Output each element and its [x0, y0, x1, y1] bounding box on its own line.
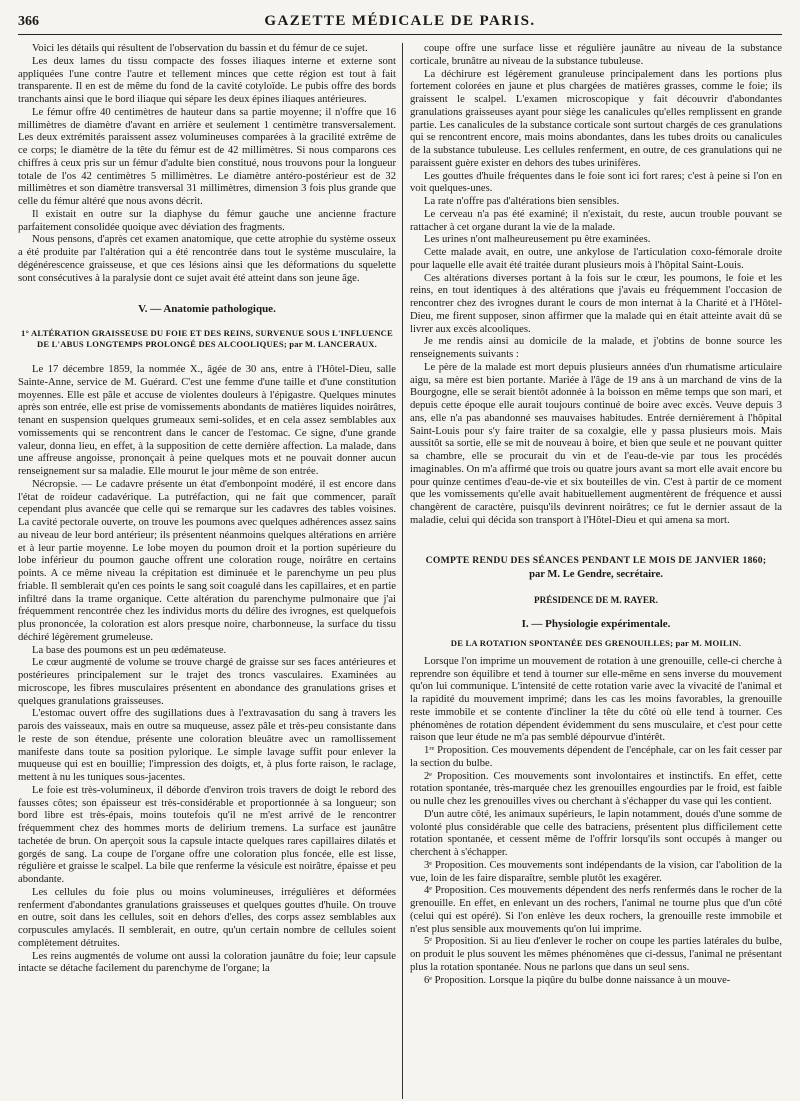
- paragraph: 5ᵉ Proposition. Si au lieu d'enlever le rocher on coupe les parties latérales du bulbe, on produit le plus souvent les mêmes phénomènes que ci-dessus, l'animal ne présentant plus la rotation spontanée. Nous ne parlons que dans un seul sens.: [410, 936, 782, 973]
- paragraph: D'un autre côté, les animaux supérieurs, le lapin notamment, doués d'une somme de volonté plus considérable que celle des batraciens, présentent plus difficilement cette rotation spontanée, et cessent même de l'offrir lorsqu'ils sont occupés à manger ou cherchent à s'échapper.: [410, 808, 782, 858]
- page-header: [18, 12, 782, 35]
- article-subtitle: 1° ALTÉRATION GRAISSEUSE DU FOIE ET DES REINS, SURVENUE SOUS L'INFLUENCE DE L'ABUS LONGTEMPS PROLONGÉ DES ALCOOLIQUES; par M. LANCERAUX.: [21, 328, 393, 349]
- paragraph: Le cœur augmenté de volume se trouve chargé de graisse sur ses faces antérieures et postérieures principalement sur le trajet des troncs vasculaires. Examinées au microscope, les fibres musculaires présentent en abondance des granulations grises et quelques granulations graisseuses.: [18, 657, 396, 707]
- section-number: V. —: [138, 303, 162, 316]
- paragraph: Voici les détails qui résultent de l'observation du bassin et du fémur de ce sujet.: [32, 43, 368, 54]
- paragraph: Je me rendis ainsi au domicile de la malade, et j'obtins de bonne source les renseignements suivants :: [410, 336, 782, 360]
- paragraph: Nous pensons, d'après cet examen anatomique, que cette atrophie du système osseux a été produite par l'altération qui a été rencontrée dans tout le système musculaire, la dégénérescence graisseuse, et que ces lésions ainsi que les déformations du squelette sont consécutives à la paralysie dont ce sujet avait été atteint dans son jeune âge.: [18, 234, 396, 284]
- report-heading: [410, 554, 782, 582]
- paragraph: L'estomac ouvert offre des sugillations dues à l'extravasation du sang à travers les parois des vaisseaux, mais en outre sa muqueuse, assez pâle et très-peu consistante dans le reste de son étendue, présente une coloration bleuâtre avec un ramollissement manifeste dans toute sa position pylorique. Le simple lavage suffit pour enlever la muqueuse qui est en bouillie; l'impression des doigts, et, à plus forte raison, le raclage, mettent à nu les tuniques sous-jacentes.: [18, 708, 396, 783]
- paragraph: Nécropsie. — Le cadavre présente un état d'embonpoint modéré, il est encore dans l'état de roideur cadavérique. La putréfaction, qui ne fait que commencer, paraît cependant plus avancée que celle qui se remarque sur les cadavres des tables voisines. La cavité pectorale ouverte, on trouve les poumons avec quelques adhérences assez sains au niveau de leur bord antérieur; ils présentent néanmoins quelques altérations en arrière et à leur partie moyenne. Le lobe moyen du poumon droit et la portion supérieure du lobe inférieur du poumon gauche offrent une coloration rouge, noirâtre en certains points. A ce même niveau la crépitation est diminuée et le parenchyme un peu plus friable. Il semblerait qu'en ces points le sang soit coagulé dans les capillaires, et en partie infiltré dans la trame organique. Cette altération du parenchyme pulmonaire que j'ai fréquemment rencontrée chez les individus morts du délire des ivrognes, est quelquefois plus prononcée, la coloration est alors presque noire, charbonneuse, la surface du tissu déchiré légèrement grumeleuse.: [18, 478, 396, 643]
- section-number: I. —: [521, 618, 543, 631]
- paragraph: Le fémur offre 40 centimètres de hauteur dans sa partie moyenne; il n'offre que 16 millimètres de diamètre d'avant en arrière et seulement 1 centimètre transversalement. Les deux extrémités paraissent assez volumineuses comparées à la gracilité extrême de ce corps; le diamètre de la tête du fémur est de 42 millimètres. Si nous comparons ces chiffres à ceux pris sur un fémur d'adulte bien constitué, nous trouvons pour la longueur totale de l'os 42 centimètres 5 millimètres. Le diamètre antéro-postérieur est de 32 millimètres et son diamètre transversal 31 millimètres, dimension 3 fois plus grande que celle du fémur altéré que nous avons décrit.: [18, 106, 396, 207]
- paragraph: 1ʳᵉ Proposition. Ces mouvements dépendent de l'encéphale, car on les fait cesser par la section du bulbe.: [410, 745, 782, 769]
- paragraph: La déchirure est légèrement granuleuse principalement dans les portions plus fortement colorées en jaune et plus chargées de matières grasses, comme le foie; ils graissent le scalpel. L'examen microscopique y fait découvrir d'abondantes granulations graisseuses ayant pour siège les canalicules qu'elles remplissent en grande partie. Les canalicules de la substance corticale sont surtout chargés de ces granulations qui se rencontrent encore, mais moins abondantes, dans les tubes droits ou canalicules de la substance tubuleuse. Les cellules renferment, en outre, de ces granulations qui ne paraissent guère exister en dehors des tubes urinifères.: [410, 68, 782, 169]
- paragraph: Les cellules du foie plus ou moins volumineuses, irrégulières et déformées renferment d'abondantes granulations graisseuses et quelques gouttes d'huile. On trouve en outre, soit dans les cellules, soit en dehors d'elles, des corps assez semblables aux corpuscules amylacés. Il semblerait, en outre, qu'un certain nombre de cellules soient complètement détruites.: [18, 886, 396, 949]
- paragraph: Cette malade avait, en outre, une ankylose de l'articulation coxo-fémorale droite pour laquelle elle avait été traitée durant plusieurs mois à l'hôpital Saint-Louis.: [410, 247, 782, 271]
- paragraph: Le cerveau n'a pas été examiné; il n'existait, du reste, aucun trouble pouvant se rattacher à cet organe durant la vie de la malade.: [410, 208, 782, 233]
- section-heading: [410, 618, 782, 631]
- paragraph: Les urines n'ont malheureusement pu être examinées.: [424, 234, 651, 246]
- page-number: 366: [18, 14, 39, 29]
- paragraph: Lorsque l'on imprime un mouvement de rotation à une grenouille, celle-ci cherche à reprendre son équilibre et tend à tourner sur elle-même en sens inverse du mouvement qu'on lui communique. L'intensité de cette rotation varie avec la vivacité de l'animal et la rapidité du mouvement imprimé; dans les cas les moins favorables, la grenouille reste immobile et se contente d'incliner la tête du côté où elle tend à tourner. Ces phénomènes de rotation dépendent évidemment du sens musculaire, et c'est pour cette raison que leur étude ne m'a pas semblé dépourvue d'intérêt.: [410, 655, 782, 744]
- article-columns: [18, 43, 782, 1101]
- paragraph: Le 17 décembre 1859, la nommée X., âgée de 30 ans, entre à l'Hôtel-Dieu, salle Sainte-Anne, service de M. Guérard. C'est une femme d'une taille et d'une constitution moyennes. Elle est pâle et accuse de violentes douleurs à l'épigastre. Quelques minutes après son entrée, elle est prise de vomissements abondants de matières liquides noirâtres, tenant en suspension quelques grumeaux semi-solides, et en cela assez semblables aux vomissements qui se rencontrent dans le cancer de l'estomac. Ce signe, d'une grande valeur, donna lieu, en effet, à la supposition de cette dernière affection. La malade, dans une affreuse angoisse, prononçait à peine quelques mots et ne pouvait donner aucun renseignement sur sa maladie. Elle mourut le jour même de son entrée.: [18, 364, 396, 477]
- report-title: COMPTE RENDU DES SÉANCES PENDANT LE MOIS DE JANVIER 1860;: [425, 554, 767, 566]
- paragraph: Il existait en outre sur la diaphyse du fémur gauche une ancienne fracture parfaitement consolidée quoique avec déviation des fragments.: [18, 208, 396, 233]
- paragraph: 6ᵉ Proposition. Lorsque la piqûre du bulbe donne naissance à un mouve-: [424, 974, 731, 986]
- presidency-line: PRÉSIDENCE DE M. RAYER.: [534, 594, 658, 605]
- paragraph: 3ᵉ Proposition. Ces mouvements sont indépendants de la vision, car l'abolition de la vue, loin de les faire disparaître, semble plutôt les exagérer.: [410, 859, 782, 884]
- article-subtitle: DE LA ROTATION SPONTANÉE DES GRENOUILLES; par M. MOILIN.: [450, 638, 742, 648]
- paragraph: 4ᵉ Proposition. Ces mouvements dépendent des nerfs renfermés dans le rocher de la grenouille. En effet, en enlevant un des rochers, l'animal ne tourne plus que d'un côté (celui qui est opéré). Si l'on enlève les deux rochers, la grenouille reste immobile et n'est plus sensible aux mouvements qu'on lui imprime.: [410, 885, 782, 935]
- paragraph: Le père de la malade est mort depuis plusieurs années d'un rhumatisme articulaire aigu, sa mère est bien portante. Mariée à l'âge de 19 ans à un marchand de vins de la Bourgogne, elle se serait bientôt adonnée à la boisson en même temps que son mari, et depuis cette époque elle aurait toujours continué de boire avec excès. Veuve depuis 3 ans, elle n'a pas abandonné ses mauvaises habitudes. Entrée dernièrement à l'hôpital Saint-Louis pour s'y faire traiter de sa coxalgie, elle y passa plusieurs mois. Mais aussitôt sa sortie, elle se mit de nouveau à boire, et bien que seule et ne pouvant quitter sa chambre, elle se procurait du vin et de l'eau-de-vie par tous les procédés imaginables. On m'a affirmé que trois ou quatre jours avant sa mort elle avait encore bu pour quinze centimes d'eau-de-vie et six bouteilles de vin. C'est à partir de ce moment que les vomissements qu'elle avait habituellement augmentèrent de fréquence et aussi changèrent de caractère, puisqu'ils devinrent noirâtres; ce fut le dernier assaut de la maladie, celui qui décida son transport à l'Hôtel-Dieu et qui amena sa mort.: [410, 361, 782, 526]
- paragraph: Les reins augmentés de volume ont aussi la coloration jaunâtre du foie; leur capsule intacte se détache facilement du parenchyme de l'organe; la: [18, 950, 396, 975]
- section-title: Physiologie expérimentale.: [545, 618, 671, 631]
- paragraph: 2ᵉ Proposition. Ces mouvements sont involontaires et instinctifs. En effet, cette rotation spontanée, très-marquée chez les grenouilles engourdies par le froid, est faible ou nulle chez les grenouilles vives ou cherchant à s'échapper du vase qui les contient.: [410, 770, 782, 807]
- paragraph: coupe offre une surface lisse et régulière jaunâtre au niveau de la substance corticale, brunâtre au niveau de la substance tubuleuse.: [410, 43, 782, 67]
- column-divider: [402, 43, 403, 1099]
- paragraph: Les gouttes d'huile fréquentes dans le foie sont ici fort rares; c'est à peine si l'on en voit quelques-unes.: [410, 170, 782, 195]
- paragraph: Le foie est très-volumineux, il déborde d'environ trois travers de doigt le rebord des fausses côtes; son épaisseur est très-considérable et proportionnée à sa longueur; son bord libre est très-épais, moins toutefois qu'il ne m'est arrivé de le rencontrer fréquemment chez des hommes morts de delirium tremens. La surface est jaunâtre tachetée de brun. On aperçoit sous la capsule intacte quelques rares capillaires dilatés et gorgés de sang. La coupe de l'organe offre une coloration plus foncée, elle est lisse, régulière et graisse le scalpel. La bile que renferme la vésicule est noirâtre, épaisse et peu abondante.: [18, 784, 396, 885]
- paragraph: La base des poumons est un peu œdémateuse.: [32, 644, 227, 656]
- paragraph: La rate n'offre pas d'altérations bien sensibles.: [424, 196, 620, 207]
- paragraph: Les deux lames du tissu compacte des fosses iliaques interne et externe sont appliquées l'une contre l'autre et tellement minces que cette région est tout à fait transparente. Il en est de même du fond de la cavité cotyloïde. Le pubis offre des bords tranchants ainsi que le bord iliaque qui sépare les deux épines iliaques antérieures.: [18, 55, 396, 105]
- left-column: [18, 43, 396, 1101]
- report-author: par M. Le Gendre, secrétaire.: [529, 568, 663, 580]
- section-title: Anatomie pathologique.: [163, 303, 276, 316]
- right-column: [410, 43, 782, 1101]
- paragraph: Ces altérations diverses portant à la fois sur le cœur, les poumons, le foie et les reins, en tout identiques à des altérations que j'avais eu fréquemment l'occasion de rencontrer chez des ivrognes durant le cours de mon internat à la Charité et à l'Hôtel-Dieu, me firent supposer, sinon affirmer que la malade qui en était atteinte avait dû se livrer aux excès alcooliques.: [410, 272, 782, 335]
- section-heading: [18, 303, 396, 316]
- journal-title: GAZETTE MÉDICALE DE PARIS.: [264, 13, 536, 29]
